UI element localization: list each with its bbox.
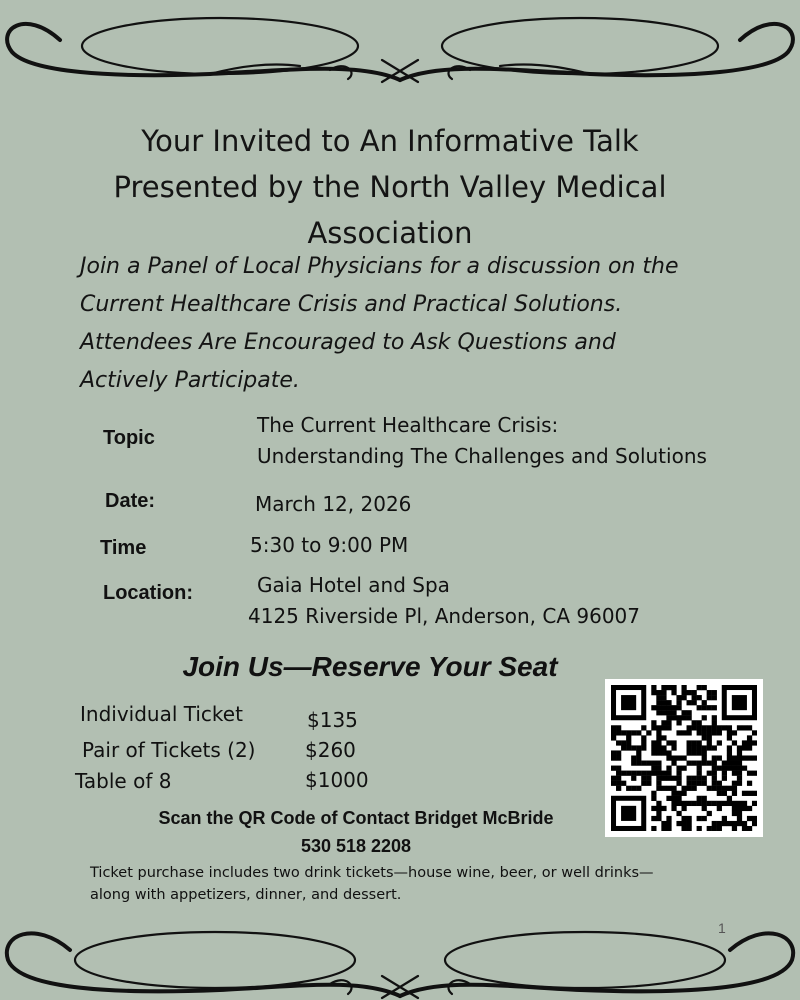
footnote-line-2: along with appetizers, dinner, and dessert. — [90, 887, 402, 903]
topic-label: Topic — [103, 427, 155, 449]
intro-line-3: Attendees Are Encouraged to Ask Questions and — [80, 330, 616, 355]
top-flourish-ornament — [0, 0, 800, 90]
time-value: 5:30 to 9:00 PM — [250, 533, 409, 557]
ticket-footnote — [90, 862, 750, 906]
ticket-name-table: Table of 8 — [75, 769, 172, 793]
page-number: 1 — [718, 920, 726, 936]
intro-line-2: Current Healthcare Crisis and Practical Solutions. — [80, 292, 623, 317]
headline-line-3: Association — [307, 216, 473, 250]
location-line-2: 4125 Riverside Pl, Anderson, CA 96007 — [248, 604, 640, 628]
headline-line-1: Your Invited to An Informative Talk — [141, 124, 639, 158]
date-label: Date: — [105, 490, 156, 512]
intro-line-4: Actively Participate. — [80, 368, 300, 393]
reserve-heading: Join Us—Reserve Your Seat — [182, 651, 558, 682]
intro-paragraph — [80, 248, 760, 400]
ticket-price-pair: $260 — [305, 738, 356, 762]
time-label: Time — [100, 537, 147, 559]
topic-line-1: The Current Healthcare Crisis: — [257, 413, 559, 437]
contact-phone: 530 518 2208 — [300, 836, 412, 856]
location-value — [248, 570, 640, 632]
location-label: Location: — [103, 582, 193, 604]
qr-code-pattern — [611, 685, 757, 831]
headline-line-2: Presented by the North Valley Medical — [113, 170, 667, 204]
topic-value — [257, 410, 707, 472]
contact-block — [80, 804, 632, 860]
bottom-flourish-ornament — [0, 910, 800, 1000]
location-line-1: Gaia Hotel and Spa — [257, 573, 450, 597]
topic-line-2: Understanding The Challenges and Solutions — [257, 444, 707, 468]
ticket-price-individual: $135 — [307, 708, 358, 732]
scan-qr-instruction: Scan the QR Code of Contact Bridget McBride — [158, 808, 554, 828]
footnote-line-1: Ticket purchase includes two drink tickets—house wine, beer, or well drinks— — [90, 865, 654, 881]
ticket-name-pair: Pair of Tickets (2) — [82, 738, 256, 762]
invitation-headline — [60, 118, 720, 256]
ticket-name-individual: Individual Ticket — [80, 702, 243, 726]
ticket-price-table: $1000 — [305, 768, 369, 792]
intro-line-1: Join a Panel of Local Physicians for a discussion on the — [80, 254, 679, 279]
date-value: March 12, 2026 — [255, 492, 412, 516]
